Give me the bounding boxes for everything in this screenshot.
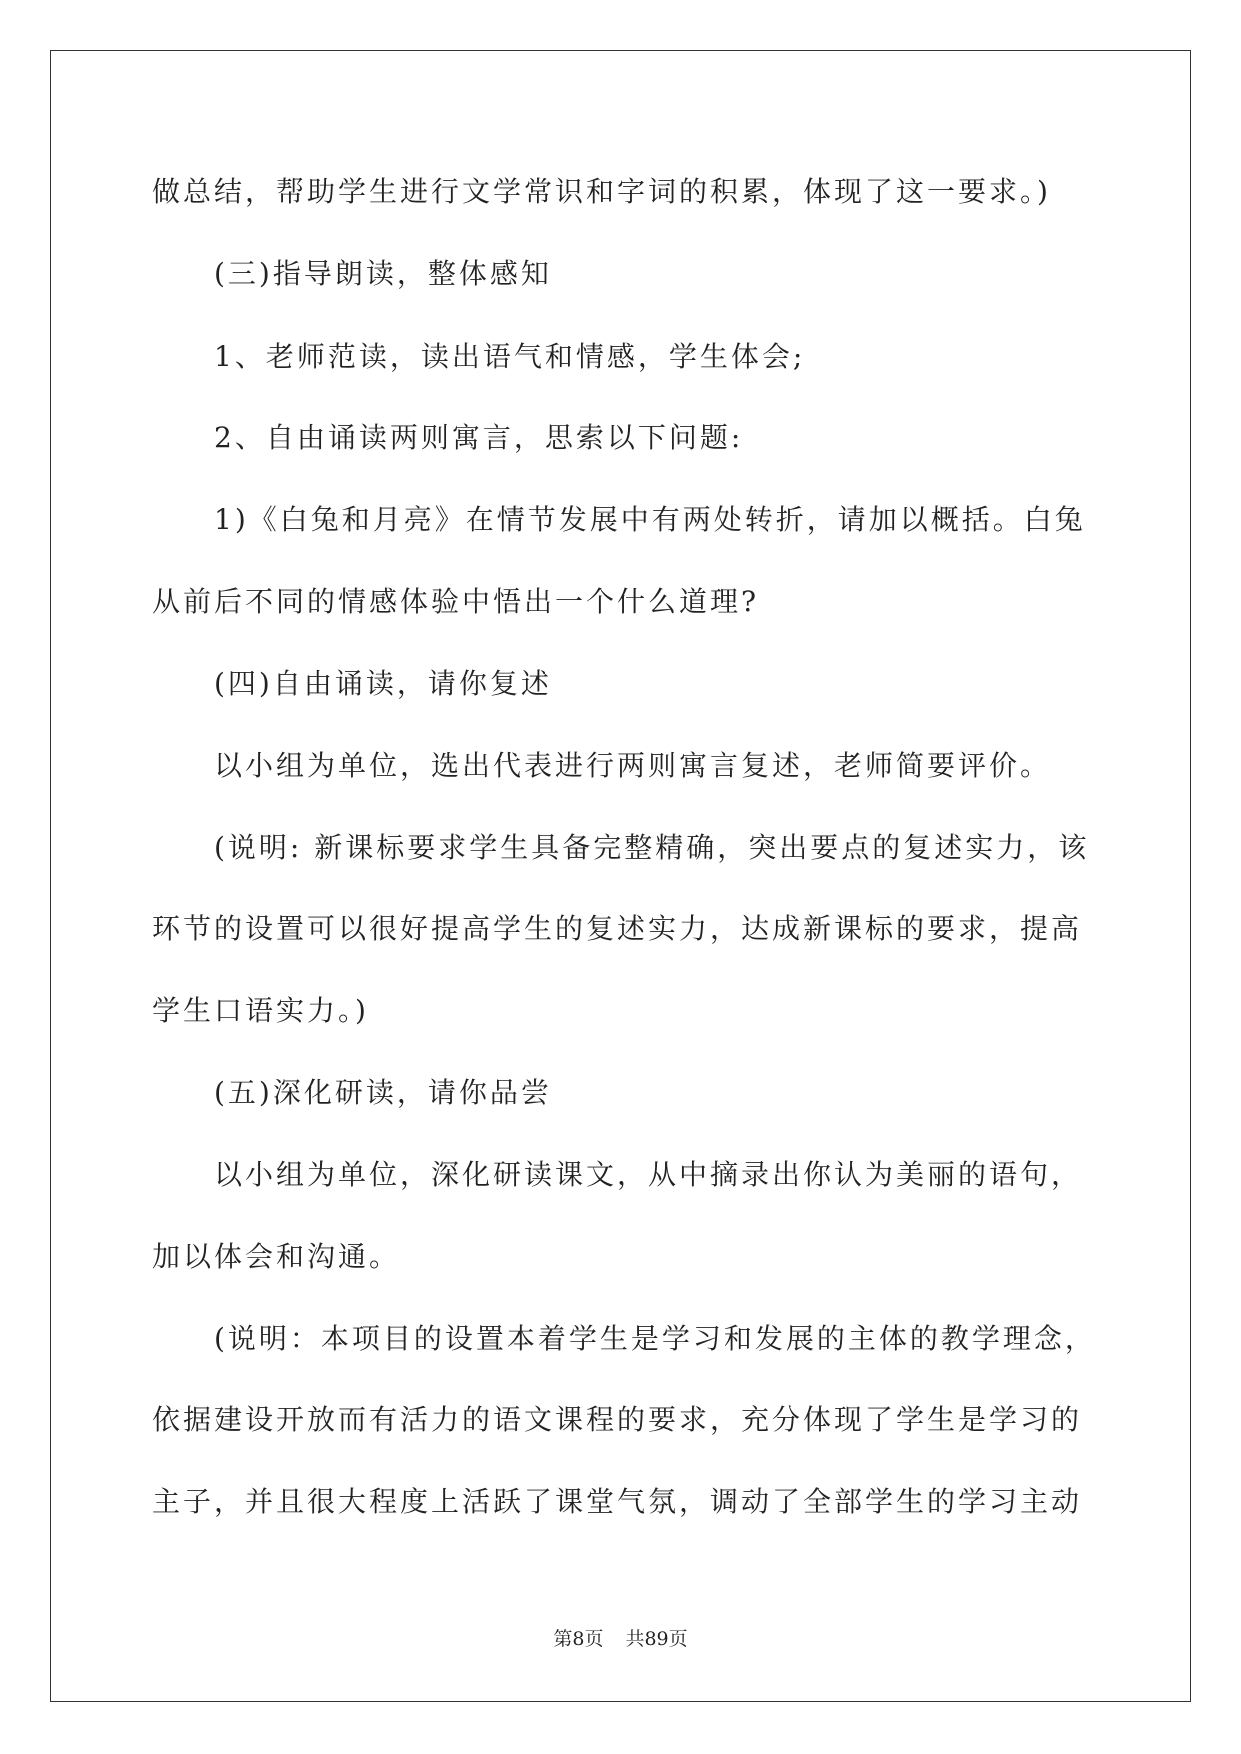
- page-number: 第8页: [553, 1628, 604, 1650]
- paragraph-line: 依据建设开放而有活力的语文课程的要求，充分体现了学生是学习的: [152, 1403, 1083, 1436]
- section-heading: (三)指导朗读，整体感知: [214, 257, 552, 290]
- page-footer: [0, 1627, 1241, 1651]
- section-heading: (四)自由诵读，请你复述: [214, 667, 552, 700]
- paragraph-line: 主子，并且很大程度上活跃了课堂气氛，调动了全部学生的学习主动: [152, 1485, 1083, 1518]
- paragraph-line: 以小组为单位，深化研读课文，从中摘录出你认为美丽的语句，: [214, 1158, 1083, 1191]
- page-total: 共89页: [625, 1628, 688, 1650]
- paragraph-line: 做总结，帮助学生进行文学常识和字词的积累，体现了这一要求。): [152, 175, 1051, 208]
- page-border: [50, 50, 1191, 1702]
- paragraph-line: 1、老师范读，读出语气和情感，学生体会;: [214, 340, 806, 373]
- paragraph-line: (说明: 新课标要求学生具备完整精确，突出要点的复述实力，该: [214, 831, 1090, 864]
- paragraph-line: 以小组为单位，选出代表进行两则寓言复述，老师简要评价。: [214, 749, 1052, 782]
- paragraph-line: 学生口语实力。): [152, 994, 369, 1027]
- paragraph-line: 环节的设置可以很好提高学生的复述实力，达成新课标的要求，提高: [152, 912, 1083, 945]
- paragraph-line: 从前后不同的情感体验中悟出一个什么道理?: [152, 585, 760, 618]
- section-heading: (五)深化研读，请你品尝: [214, 1076, 552, 1109]
- paragraph-line: 1)《白兔和月亮》在情节发展中有两处转折，请加以概括。白兔: [214, 503, 1086, 536]
- paragraph-line: (说明：本项目的设置本着学生是学习和发展的主体的教学理念，: [214, 1322, 1096, 1355]
- paragraph-line: 加以体会和沟通。: [152, 1240, 401, 1273]
- paragraph-line: 2、自由诵读两则寓言，思索以下问题:: [214, 421, 744, 454]
